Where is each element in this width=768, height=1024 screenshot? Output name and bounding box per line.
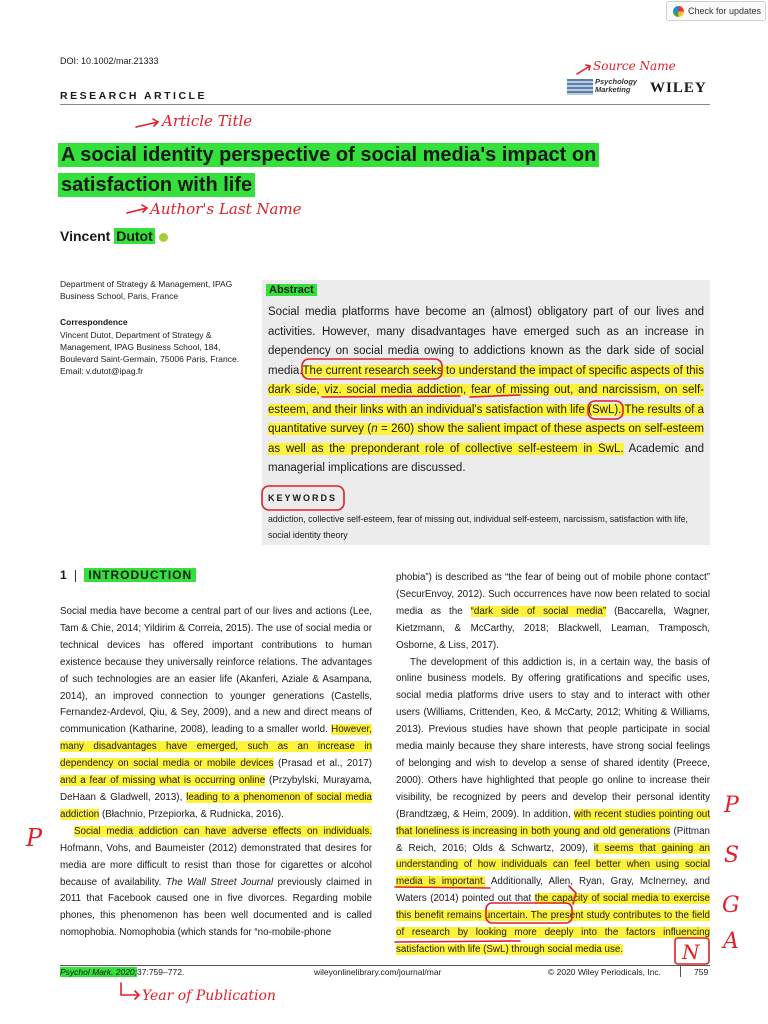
paragraph: The development of this addiction is, in a certain way, the basis of online business models. By offering gratifications and specific uses, social media platforms drive users to stay and to interact with other users (Williams, Crittenden, Keo, & McCarty, 2012; Whiting & Williams, 2013). Previous studies have shown that people participate in social media mainly because they share interests, have strong social feelings of belonging and wish to develop a sense of shared identity (Preece, 2000). Others have highlighted that people go online to increase their visibility, be recognized by peers and develop their personal identity (Brandtzæg, & Heim, 2009). In addition, with recent studies pointing out that loneliness is increasing in both young and old generations (Pittman & Reich, 2016; Olds & Schwartz, 2009), it seems that gaining an understanding of how individuals can feel better when using social media is important. Additionally, Allen, Ryan, Gray, McInerney, and Waters (2014) pointed out that the capacity of social media to exercise this benefit remains uncertain. The present study contributes to the field of research by looking more deeply into the factors influencing satisfaction with life (SwL) through social media use. — [396, 656, 711, 955]
abstract-heading: Abstract — [266, 284, 317, 296]
abstract-n-symbol: n — [371, 423, 378, 435]
page-number: 759 — [694, 967, 709, 977]
abstract-highlight-1: The current research seeks to understand the impact of specific aspects of this dark side, viz. social media addiction, fear of missing out, and narcissism, on self-esteem, and their links with an individual's satisfaction with life (SwL). The results of a quantitative survey ( — [268, 364, 704, 435]
arrow-icon — [136, 119, 158, 127]
section-heading — [60, 568, 196, 582]
section-label: RESEARCH ARTICLE — [60, 90, 207, 102]
crossmark-icon — [673, 6, 684, 17]
arrow-icon — [127, 205, 147, 213]
journal-logo — [567, 77, 643, 97]
orcid-icon[interactable] — [159, 233, 168, 242]
arrow-icon — [577, 65, 590, 74]
article-title — [58, 140, 678, 200]
keywords-list: addiction, collective self-esteem, fear of missing out, individual self-esteem, narcissism, satisfaction with life, social identity theory — [268, 514, 688, 540]
annotation-author-last-name: Author's Last Name — [150, 200, 302, 218]
footer-url[interactable]: wileyonlinelibrary.com/journal/mar — [314, 967, 442, 977]
correspondence-heading: Correspondence — [60, 317, 128, 327]
annotation-letter-p-left: P — [26, 824, 43, 852]
journal-logo-text: Psychology Marketing — [595, 77, 638, 94]
check-for-updates-button[interactable] — [666, 1, 766, 21]
footer-citation: Psychol Mark. 2020;37:759–772. — [60, 967, 185, 977]
doi: DOI: 10.1002/mar.21333 — [60, 56, 159, 66]
keywords-heading: KEYWORDS — [268, 493, 338, 503]
paragraph: Social media have become a central part of our lives and actions (Lee, Tam & Chie, 2014; Yildirim & Correia, 2015). The use of social media or technical devices has offered important contributions to human existence because they universally reinforce relations. The advantages of such technologies are an easier life (Akanferi, Aziale & Asampana, 2014), an improved connection to younger generations (Castells, Fernandez-Ardevol, Qiu, & Sey, 2009), and a new and direct means of communication (Katharine, 2008), leading to a smaller world. However, many disadvantages have emerged, such as an increase in dependency on social media or mobile devices (Prasad et al., 2017) and a fear of missing what is occurring online (Przybylski, Murayama, DeHaan & Gladwell, 2013), leading to a phenomenon of social media addiction (Błachnio, Przepiorka, & Rudnicka, 2016). — [60, 606, 372, 820]
annotation-article-title: Article Title — [162, 112, 253, 130]
author-first-name: Vincent — [60, 228, 111, 244]
abstract-highlight-2: = 260) show the salient impact of these aspects on self-esteem as well as the preponderant role of collective self-esteem in SwL. — [268, 423, 704, 455]
email-link[interactable]: Email: v.dutot@ipag.fr — [60, 366, 144, 376]
footer-copyright: © 2020 Wiley Periodicals, Inc. — [548, 967, 662, 977]
check-for-updates-label: Check for updates — [688, 6, 762, 16]
left-column — [60, 604, 372, 942]
correspondence-body: Vincent Dutot, Department of Strategy & Management, IPAG Business School, 184, Boulevard Saint-Germain, 75006 Paris, France. — [60, 330, 240, 364]
publisher-name: WILEY — [650, 80, 707, 96]
paragraph: phobia”) is described as “the fear of being out of mobile phone contact” (SecurEnvoy, 2012). Such occurrences have now been related to social media as the “dark side of social media” (Baccarella, Wagner, Kietzmann, & McCarthy, 2018; Blackwell, Leaman, Tramposch, Osborne, & Liss, 2017). — [396, 572, 710, 651]
abstract-body — [268, 303, 704, 479]
title-line-1: A social identity perspective of social media's impact on — [58, 143, 599, 167]
correspondence — [60, 329, 245, 377]
footer-divider — [60, 965, 710, 966]
annotation-letter-a: A — [723, 929, 739, 954]
abstract-intro: Social media platforms have become an (almost) obligatory part of our lives and activities. However, many disadvantages have emerged such as an increase in dependency on social media owing to addictions known as the dark side of social media. — [268, 306, 704, 377]
annotation-letter-p-right: P — [724, 793, 739, 818]
section-title: INTRODUCTION — [84, 568, 196, 582]
author-last-name: Dutot — [116, 228, 153, 244]
author — [60, 228, 168, 244]
abstract-closing: Academic and managerial implications are discussed. — [268, 442, 704, 474]
annotation-year-of-publication: Year of Publication — [142, 988, 276, 1004]
paragraph: Social media addiction can have adverse effects on individuals. Hofmann, Vohs, and Baumeister (2012) demonstrated that desires for media are more difficult to resist than those for cigarettes or alcohol because of availability. The Wall Street Journal previously claimed in 2011 that Facebook caused one in five divorces. Regarding mobile phones, this phenomenon has been well documented and is called nomophobia. Nomophobia (which stands for “no-mobile-phone — [60, 825, 372, 939]
annotation-letter-g: G — [722, 893, 740, 918]
journal-logo-icon — [567, 79, 593, 95]
right-column — [396, 570, 710, 959]
annotation-letter-s: S — [724, 843, 740, 868]
arrow-icon — [121, 983, 139, 999]
annotation-source-name: Source Name — [593, 59, 676, 73]
affiliation: Department of Strategy & Management, IPAG Business School, Paris, France — [60, 279, 233, 301]
annotation-letter-n: N — [682, 940, 700, 964]
header-divider — [60, 104, 710, 105]
title-line-2: satisfaction with life — [58, 173, 255, 197]
footer-separator — [680, 966, 681, 977]
section-number: 1 — [60, 568, 68, 582]
